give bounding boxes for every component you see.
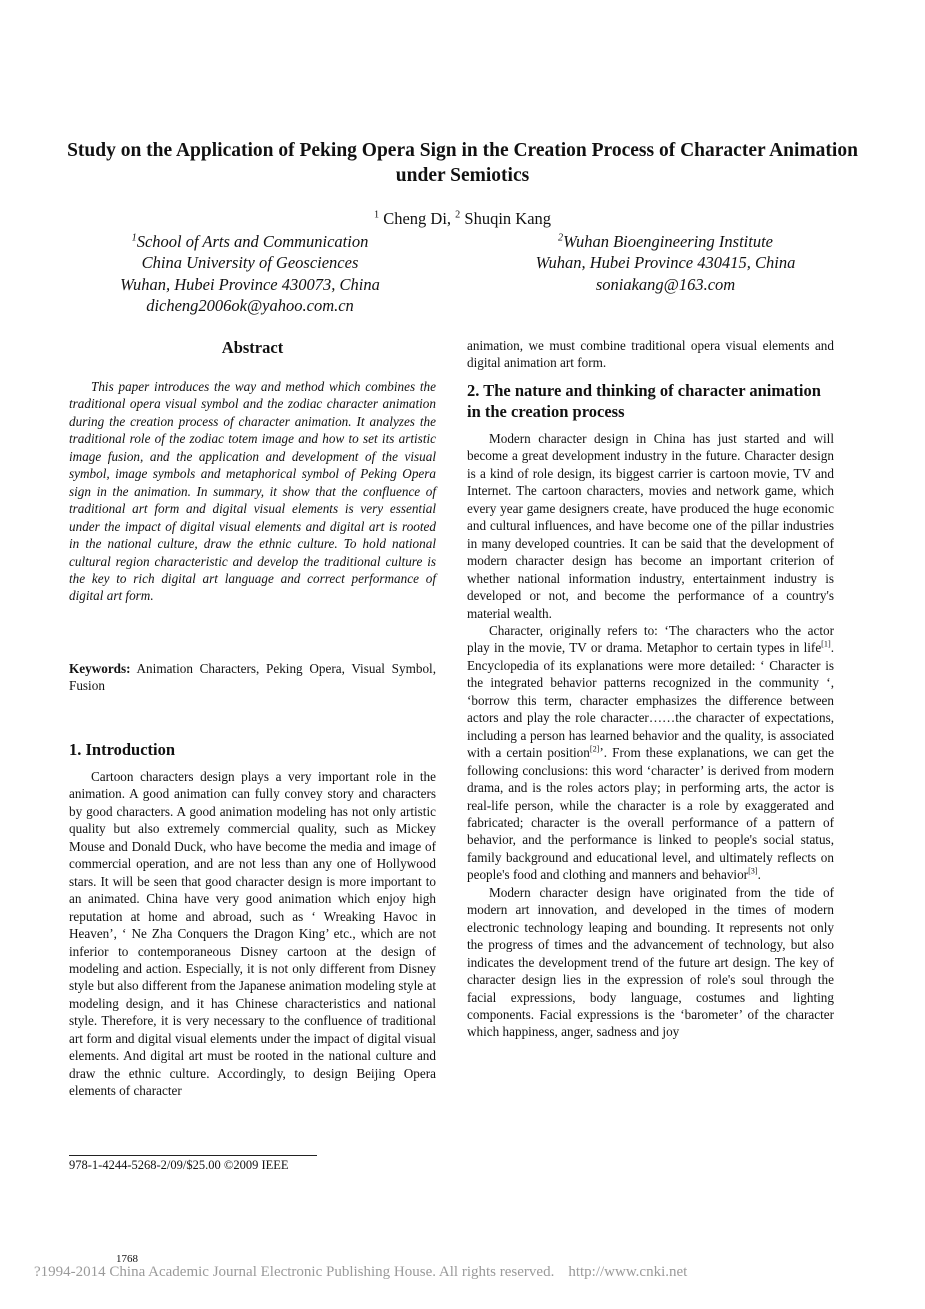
section-2-heading: 2. The nature and thinking of character animation in the creation process (467, 381, 821, 421)
author-1-name: Cheng Di, (383, 209, 452, 228)
keywords-text (69, 660, 436, 695)
abstract-body (69, 378, 436, 605)
affiliation-left-email: dicheng2006ok@yahoo.com.cn (146, 295, 354, 315)
abstract-heading: Abstract (221, 338, 284, 357)
keywords-block (69, 660, 436, 695)
affiliation-right-email: soniakang@163.com (595, 274, 736, 294)
footer-url[interactable]: http://www.cnki.net (568, 1264, 688, 1280)
abstract-text: This paper introduces the way and method which combines the traditional opera visual symbol and the zodiac character animation during the creation process of character animation. It analyzes the traditional role of the zodiac totem image and how to set its artistic image fusion, and the application and development of the visual symbol, image symbols and metaphorical symbol of Peking Opera sign in the animation. In summary, it show that the confluence of traditional art form and digital visual elements is very essential under the impact of digital visual elements and digital art is rooted in the national culture, draw the ethnic culture. To hold national cultural region characteristic and develop the traditional culture is the key to rich digital art language and correct performance of digital art form. (69, 379, 436, 604)
author-line (0, 209, 925, 229)
keywords-label: Keywords: (69, 661, 131, 676)
affiliation-right-line2: Wuhan, Hubei Province 430415, China (535, 253, 796, 273)
affiliation-left-line3: Wuhan, Hubei Province 430073, China (120, 274, 380, 294)
affiliation-left-line2: China University of Geosciences (141, 253, 359, 273)
paper-title: Study on the Application of Peking Opera Sign in the Creation Process of Character Animation under Semiotics (67, 140, 858, 186)
section-2-body (467, 430, 834, 1041)
affiliation-left-line1: $^1$School of Arts and Communication (131, 232, 369, 251)
affiliation-right-line1: $^2$Wuhan Bioengineering Institute (558, 232, 773, 251)
section-2-paragraph-1: Modern character design in China has just started and will become a great development industry in the future. Character design is a kind of role design, its biggest carrier is cartoon movie, TV and Internet. The cartoon characters, movies and network game, which every year game designers create, have produced the huge economic and cultural influences, and have become one of the pillar industries in many developed countries. It can be said that the development of modern character design has become an important criterion of whether national information industry, entertainment industry is developed or not, and become the performance of a country's material wealth. (467, 431, 834, 621)
affiliation-left (60, 231, 440, 316)
footnote-rule (69, 1155, 317, 1156)
section-2-paragraph-3: Modern character design have originated from the tide of modern art innovation, and developed in the times of modern electronic technology leaping and bounding. It represents not only the progress of times and the advancement of technology, but also indicates the development trend of the future art design. The key of character design lies in the expression of role's soul through the facial expressions, body language, costumes and lighting components. Facial expressions is the ‘barometer’ of the character which happiness, anger, sadness and joy (467, 884, 834, 1040)
citation-2: [2] (589, 744, 600, 754)
citation-1: [1] (821, 640, 831, 650)
section-1-heading: 1. Introduction (69, 740, 176, 759)
author-2-superscript: 2 (455, 209, 461, 221)
section-2-paragraph-2: Character, originally refers to: ‘The characters who the actor play in the movie, TV or drama. Metaphor to certain types in life[1]. Encyclopedia of its explanations were more detailed: ‘ Character is the integrated behavior patterns recognized in the community ‘, ‘borrow this term, character emphasizes the difference between actors and play the role character……the character of expectations, including a person has learned behavior and the quality, is associated with a certain position[2]’. From these explanations, we can get the following conclusions: this word ‘character’ is derived from modern drama, and is the roles actors play; in performing arts, the actor is real-life person, while the character is a role by exaggerated and fabricated; character is the overall performance of a pattern of behavior, and the performance is linked to people's social status, family background and educational level, and ultimately reflects on people's food and clothing and manners and behavior[3]. (467, 622, 834, 883)
section-1-paragraph: Cartoon characters design plays a very important role in the animation. A good animation can fully convey story and characters by good characters. A good animation modeling has not only artistic quality but also extremely commercial quality, such as Mickey Mouse and Donald Duck, who have become the media and image of commercial operation, and are not less than any one of Hollywood stars. It will be seen that good character design is more important to an animated. China have very good animation which enjoy high reputation at home and abroad, such as ‘ Wreaking Havoc in Heaven’, ‘ Ne Zha Conquers the Dragon King’ etc., which are not inferior to contemporaneous Disney cartoon at the design of modeling and action. Especially, it is not only different from Disney style but also different from the Japanese animation modeling style at modeling design, and it has Chinese characteristics and national style. Therefore, it is very necessary to the confluence of traditional art form and digital visual elements under the impact of digital visual elements. And digital art must be rooted in the national culture and draw the ethnic culture. Accordingly, to design Beijing Opera elements of character (69, 769, 436, 1099)
author-1-superscript: 1 (373, 209, 380, 221)
keywords-list: Animation Characters, Peking Opera, Visual Symbol, Fusion (69, 661, 436, 694)
author-2-name: Shuqin Kang (464, 209, 552, 228)
footer-copyright: ?1994-2014 China Academic Journal Electronic Publishing House. All rights reserved. (34, 1264, 555, 1280)
affiliation-right-superscript: 2 (558, 232, 564, 244)
footnote-copyright: 978-1-4244-5268-2/09/$25.00 ©2009 IEEE (69, 1158, 289, 1172)
affiliation-right (468, 231, 863, 295)
affiliation-left-superscript: 1 (131, 232, 137, 244)
citation-3: [3] (748, 866, 758, 876)
footer-watermark (34, 1264, 894, 1281)
right-column-continuation (467, 337, 834, 372)
continuation-paragraph: animation, we must combine traditional opera visual elements and digital animation art form. (467, 338, 834, 371)
page-number: 1768 (116, 1253, 138, 1265)
section-1-body (69, 768, 436, 1100)
